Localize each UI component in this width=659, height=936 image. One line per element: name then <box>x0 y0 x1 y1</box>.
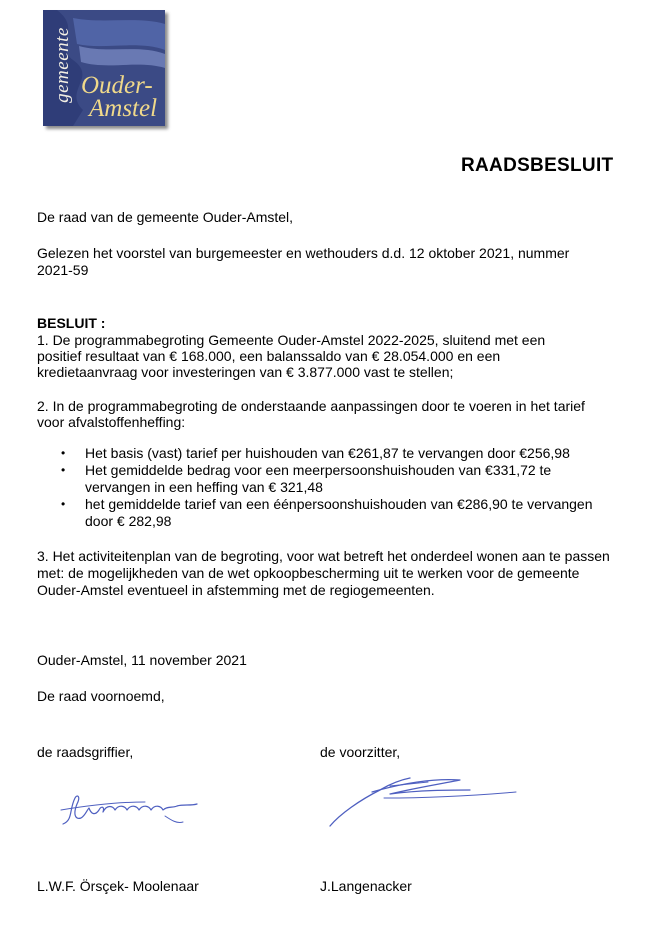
bullet-2-line-1: Het gemiddelde bedrag voor een meerpersoonshuishouden van €331,72 te <box>85 462 552 478</box>
item1-line-1: 1. De programmabegroting Gemeente Ouder-Amstel 2022-2025, sluitend met een <box>37 332 546 348</box>
item3-line-2: met: de mogelijkheden van de wet opkoopbescherming uit te werken voor de gemeente <box>37 565 580 581</box>
bullet-3-line-1: het gemiddelde tarief van een éénpersoonshuishouden van €286,90 te vervangen <box>85 496 593 512</box>
bullet-1-line-1: Het basis (vast) tarief per huishouden van €261,87 te vervangen door €256,98 <box>85 445 570 461</box>
logo-word: gemeente <box>52 27 73 103</box>
bullet-list <box>61 445 641 530</box>
left-signatory-role: de raadsgriffier, <box>37 744 134 760</box>
item3-line-1: 3. Het activiteitenplan van de begroting, voor wat betreft het onderdeel wonen aan te passen <box>37 548 610 564</box>
bullet-2-line-2: vervangen in een heffing van € 321,48 <box>85 479 323 495</box>
left-signatory-name: L.W.F. Örsçek- Moolenaar <box>37 878 199 894</box>
intro-line: De raad van de gemeente Ouder-Amstel, <box>37 209 294 225</box>
bullet-icon: • <box>61 463 66 477</box>
document-title: RAADSBESLUIT <box>461 155 614 176</box>
list-item <box>61 445 641 462</box>
right-signatory-name: J.Langenacker <box>320 878 412 894</box>
item1-line-2: positief resultaat van € 168.000, een balanssaldo van € 28.054.000 en een <box>37 348 501 364</box>
item2-line-1: 2. In de programmabegroting de onderstaande aanpassingen door te voeren in het tarief <box>37 398 585 414</box>
council-closing: De raad voornoemd, <box>37 688 165 704</box>
list-item <box>61 496 641 530</box>
place-date: Ouder-Amstel, 11 november 2021 <box>37 652 247 668</box>
read-line-2: 2021-59 <box>37 262 89 278</box>
right-signatory-role: de voorzitter, <box>320 744 401 760</box>
right-signature-image <box>320 770 520 830</box>
bullet-icon: • <box>61 497 66 511</box>
bullet-3-line-2: door € 282,98 <box>85 513 172 529</box>
read-line-1: Gelezen het voorstel van burgemeester en wethouders d.d. 12 oktober 2021, nummer <box>37 245 570 261</box>
list-item <box>61 462 641 496</box>
besluit-heading: BESLUIT : <box>37 315 106 331</box>
logo-name-line1: Ouder- <box>81 72 153 99</box>
item2-line-2: voor afvalstoffenheffing: <box>37 414 186 430</box>
item1-line-3: kredietaanvraag voor investeringen van € 3.877.000 vast te stellen; <box>37 364 454 380</box>
left-signature-image <box>55 780 205 830</box>
item3-line-3: Ouder-Amstel eventueel in afstemming met de regiogemeenten. <box>37 582 435 598</box>
logo-name-line2: Amstel <box>89 95 158 122</box>
bullet-icon: • <box>61 446 66 460</box>
municipality-logo <box>43 10 165 126</box>
